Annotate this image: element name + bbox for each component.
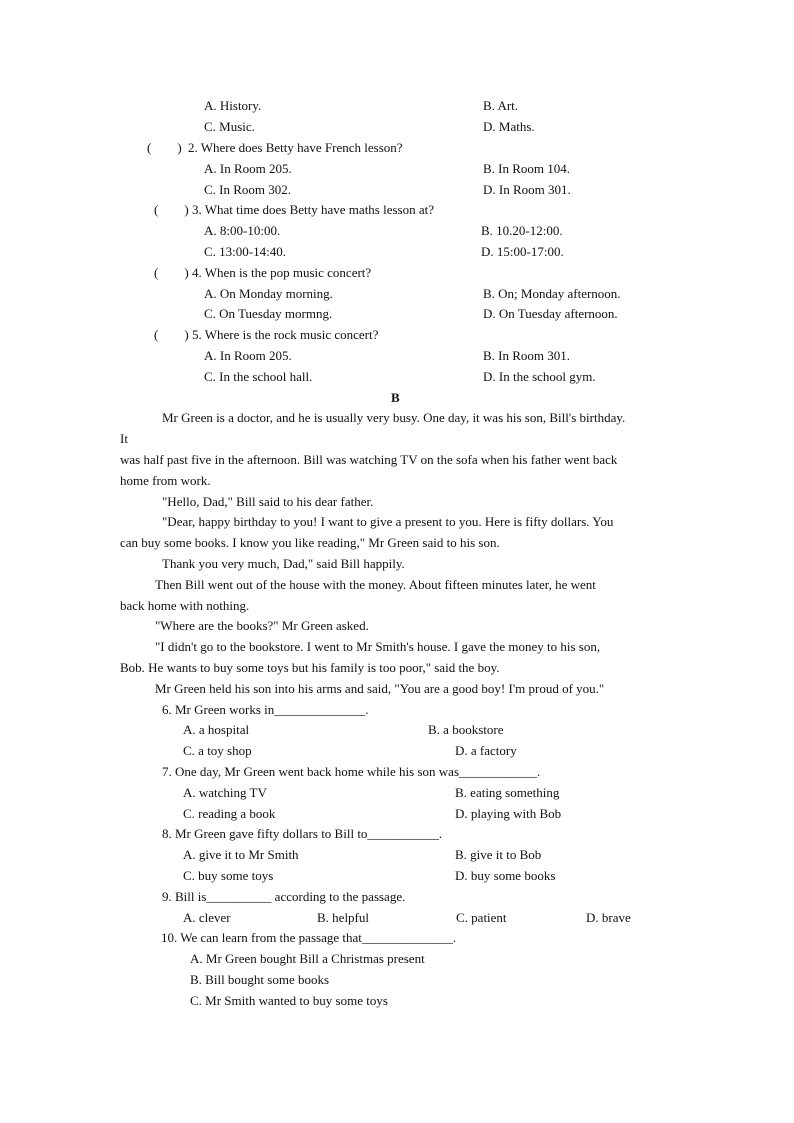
q2-option-c: C. In Room 302.	[204, 182, 292, 197]
passage-line: "Where are the books?" Mr Green asked.	[155, 618, 369, 633]
q10-option-c: C. Mr Smith wanted to buy some toys	[190, 993, 388, 1008]
q10-question: 10. We can learn from the passage that______________.	[161, 930, 457, 945]
q5-option-d: D. In the school gym.	[483, 369, 596, 384]
q1-option-a: A. History.	[204, 98, 262, 113]
q8-option-b: B. give it to Bob	[455, 847, 542, 862]
q2-option-d: D. In Room 301.	[483, 182, 571, 197]
passage-line: back home with nothing.	[120, 598, 250, 613]
q1-option-b: B. Art.	[483, 98, 519, 113]
q9-option-a: A. clever	[183, 910, 231, 925]
passage-line: home from work.	[120, 473, 211, 488]
passage-line: It	[120, 431, 128, 446]
passage-line: Mr Green held his son into his arms and said, "You are a good boy! I'm proud of you."	[155, 681, 605, 696]
q4-option-c: C. On Tuesday mormng.	[204, 306, 333, 321]
q4-option-b: B. On; Monday afternoon.	[483, 286, 621, 301]
q6-option-c: C. a toy shop	[183, 743, 252, 758]
q5-option-c: C. In the school hall.	[204, 369, 313, 384]
q5-option-a: A. In Room 205.	[204, 348, 292, 363]
q9-option-c: C. patient	[456, 910, 507, 925]
q7-option-a: A. watching TV	[183, 785, 267, 800]
passage-line: "Hello, Dad," Bill said to his dear father.	[162, 494, 374, 509]
q10-option-a: A. Mr Green bought Bill a Christmas present	[190, 951, 425, 966]
q5-answer-blank[interactable]: ( )	[154, 327, 189, 342]
passage-line: "I didn't go to the bookstore. I went to Mr Smith's house. I gave the money to his son,	[155, 639, 601, 654]
q3-option-a: A. 8:00-10:00.	[204, 223, 281, 238]
section-b-heading: B	[391, 390, 400, 405]
q9-question: 9. Bill is__________ according to the passage.	[162, 889, 406, 904]
q4-option-d: D. On Tuesday afternoon.	[483, 306, 618, 321]
q7-question: 7. One day, Mr Green went back home while his son was____________.	[162, 764, 541, 779]
passage-line: Mr Green is a doctor, and he is usually very busy. One day, it was his son, Bill's birthday.	[162, 410, 626, 425]
q6-question: 6. Mr Green works in______________.	[162, 702, 369, 717]
q10-option-b: B. Bill bought some books	[190, 972, 330, 987]
q7-option-b: B. eating something	[455, 785, 560, 800]
q8-question: 8. Mr Green gave fifty dollars to Bill to___________.	[162, 826, 443, 841]
q5-option-b: B. In Room 301.	[483, 348, 571, 363]
q7-option-d: D. playing with Bob	[455, 806, 562, 821]
q6-option-b: B. a bookstore	[428, 722, 504, 737]
passage-line: Then Bill went out of the house with the money. About fifteen minutes later, he went	[155, 577, 596, 592]
passage-line: Bob. He wants to buy some toys but his family is too poor," said the boy.	[120, 660, 500, 675]
q4-option-a: A. On Monday morning.	[204, 286, 333, 301]
q3-option-b: B. 10.20-12:00.	[481, 223, 563, 238]
q4-question: 4. When is the pop music concert?	[192, 265, 372, 280]
q3-question: 3. What time does Betty have maths lesson at?	[192, 202, 435, 217]
q2-answer-blank[interactable]: ( )	[147, 140, 182, 155]
q9-option-b: B. helpful	[317, 910, 369, 925]
q2-option-b: B. In Room 104.	[483, 161, 571, 176]
q5-question: 5. Where is the rock music concert?	[192, 327, 379, 342]
q6-option-a: A. a hospital	[183, 722, 250, 737]
q4-answer-blank[interactable]: ( )	[154, 265, 189, 280]
q3-answer-blank[interactable]: ( )	[154, 202, 189, 217]
q8-option-a: A. give it to Mr Smith	[183, 847, 299, 862]
q1-option-d: D. Maths.	[483, 119, 535, 134]
passage-line: was half past five in the afternoon. Bill was watching TV on the sofa when his father went back	[120, 452, 618, 467]
passage-line: Thank you very much, Dad," said Bill happily.	[162, 556, 405, 571]
q3-option-d: D. 15:00-17:00.	[481, 244, 564, 259]
q9-option-d: D. brave	[586, 910, 631, 925]
passage-line: can buy some books. I know you like reading," Mr Green said to his son.	[120, 535, 500, 550]
passage-line: "Dear, happy birthday to you! I want to give a present to you. Here is fifty dollars. You	[162, 514, 614, 529]
q1-option-c: C. Music.	[204, 119, 255, 134]
q8-option-c: C. buy some toys	[183, 868, 274, 883]
q2-question: 2. Where does Betty have French lesson?	[188, 140, 403, 155]
q3-option-c: C. 13:00-14:40.	[204, 244, 286, 259]
q7-option-c: C. reading a book	[183, 806, 276, 821]
q6-option-d: D. a factory	[455, 743, 517, 758]
q2-option-a: A. In Room 205.	[204, 161, 292, 176]
q8-option-d: D. buy some books	[455, 868, 556, 883]
